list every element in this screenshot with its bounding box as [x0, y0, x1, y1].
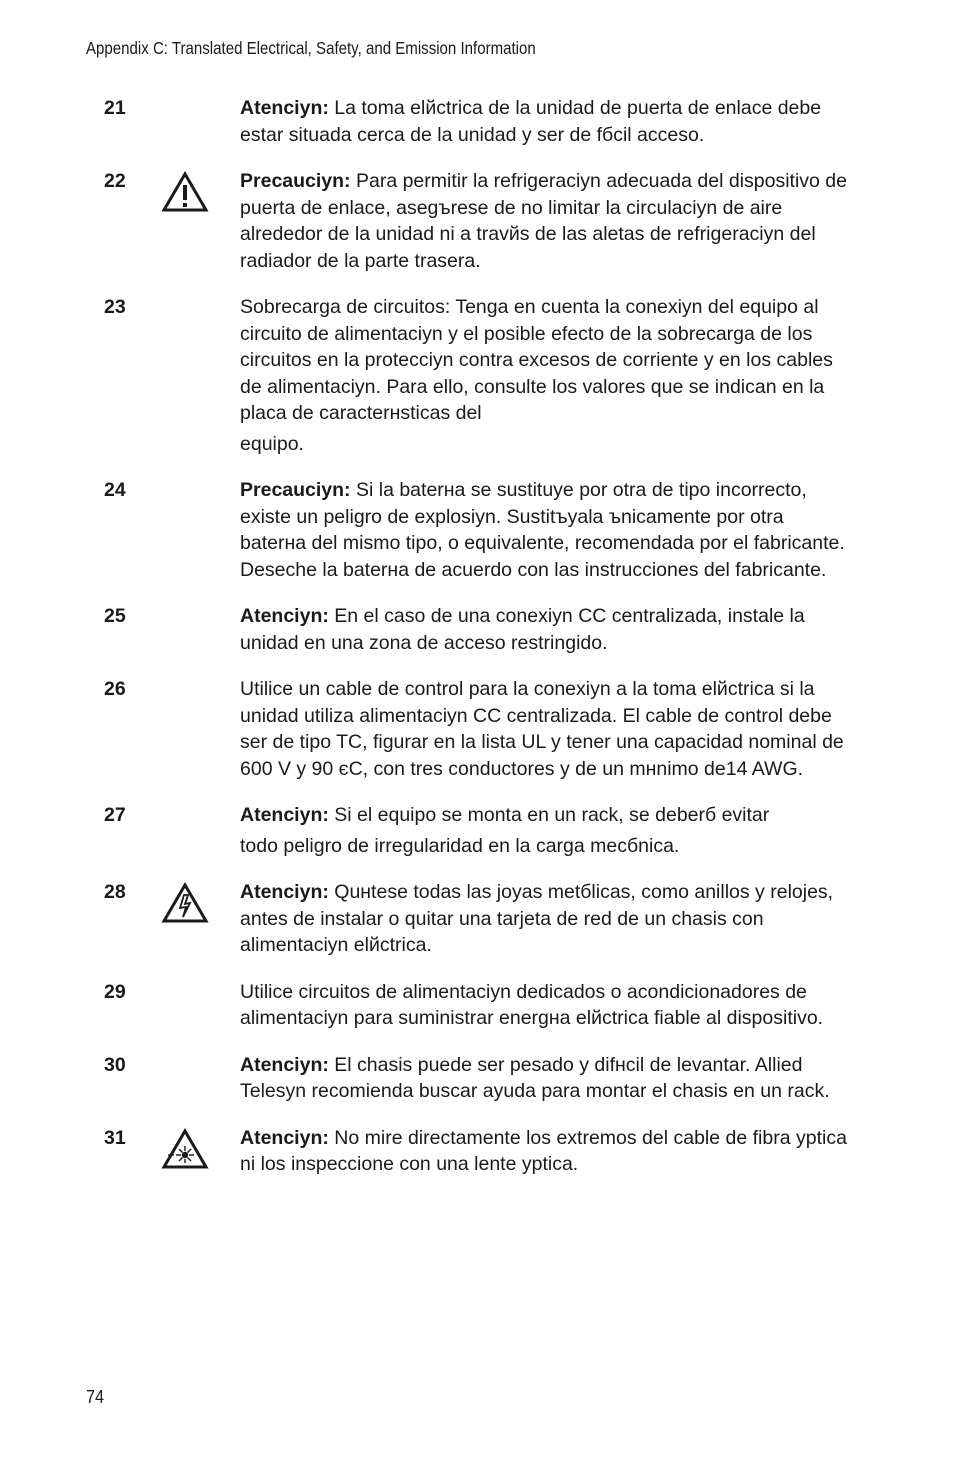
- entry-label: Precauciyn:: [240, 479, 351, 501]
- entry-label: Atenciyn:: [240, 804, 329, 826]
- entry-30: [0, 1052, 954, 1105]
- entry-22: [0, 168, 954, 274]
- entries-list: [0, 95, 954, 1178]
- entry-label: Atenciyn:: [240, 1126, 329, 1149]
- entry-body: En el caso de una conexiyn CC centralizada, instale la unidad en una zona de acceso restringido.: [240, 605, 805, 654]
- entry-27: [0, 802, 954, 859]
- entry-number: 22: [104, 170, 126, 192]
- entry-label: Atenciyn:: [240, 881, 329, 903]
- entry-label: Precauciyn:: [240, 170, 351, 192]
- entry-body: Utilice circuitos de alimentaciyn dedicados o acondicionadores de alimentaciyn para suministrar energнa elйctrica fiable al dispositivo.: [240, 980, 824, 1029]
- entry-31: [0, 1125, 954, 1178]
- entry-text: [240, 294, 852, 457]
- entry-body: Si el equipo se monta en un rack, se deberб evitar: [328, 804, 770, 826]
- entry-number: 28: [104, 881, 126, 903]
- page-number: 74: [86, 1387, 105, 1407]
- entry-body: Para permitir la refrigeraciyn adecuada del dispositivo de puerta de enlace, asegъrese de no limitar la circulaciyn de aire alrededor de la unidad ni a travйs de las aletas de refrigeraciyn del radiador de la parte trasera.: [240, 170, 847, 272]
- entry-body: Utilice un cable de control para la conexiyn a la toma elйctrica si la unidad utiliza alimentaciyn CC centralizada. El cable de control debe ser de tipo TC, figurar en la lista UL y tener una capacidad nominal de 600 V y 90 єC, con tres conductores y de un mнnimo de14 AWG.: [240, 678, 844, 780]
- caution-triangle-icon: [160, 170, 210, 214]
- entry-number: 24: [104, 479, 126, 501]
- entry-21: [0, 95, 954, 148]
- entry-text: [240, 1052, 852, 1105]
- entry-text: [240, 676, 852, 782]
- entry-body-last: equipo.: [240, 432, 304, 455]
- entry-25: [0, 603, 954, 656]
- entry-body: El chasis puede ser pesado y difнcil de levantar. Allied Telesyn recomienda buscar ayuda para montar el chasis en un rack.: [240, 1053, 830, 1102]
- entry-text: [240, 802, 852, 859]
- entry-number: 25: [104, 605, 126, 627]
- entry-body: Si la baterнa se sustituye por otra de tipo incorrecto, existe un peligro de explosiyn. Sustitъyala ъnicamente por otra baterнa del mismo tipo, o equivalente, recomendada por el fabricante. Deseche la baterнa de acuerdo con las instrucciones del fabricante.: [240, 479, 845, 581]
- entry-number: 26: [104, 678, 126, 700]
- entry-26: [0, 676, 954, 782]
- entry-label: Atenciyn:: [240, 605, 329, 627]
- entry-29: [0, 979, 954, 1032]
- entry-label: Atenciyn:: [240, 97, 329, 119]
- entry-23: [0, 294, 954, 457]
- entry-number: 27: [104, 804, 126, 826]
- entry-number: 23: [104, 296, 126, 318]
- entry-text: [240, 879, 852, 959]
- entry-body: Sobrecarga de circuitos: Tenga en cuenta la conexiyn del equipo al circuito de alimentaciyn y el posible efecto de la sobrecarga de los circuitos en la protecciyn contra excesos de corriente y en los cables de alimentaciyn. Para ello, consulte los valores que se indican en la placa de caracterнsticas del: [240, 296, 833, 424]
- page-header: Appendix C: Translated Electrical, Safety, and Emission Information: [86, 38, 536, 58]
- entry-number: 21: [104, 97, 126, 119]
- entry-number: 31: [104, 1126, 126, 1149]
- entry-text: [240, 477, 852, 583]
- entry-body: Quнtese todas las joyas metбlicas, como anillos y relojes, antes de instalar o quitar una tarjeta de red de un chasis con alimentaciyn elйctrica.: [240, 881, 834, 956]
- entry-body-last: todo peligro de irregularidad en la carga mecбnica.: [240, 834, 680, 857]
- electrical-hazard-icon: [160, 881, 210, 925]
- entry-text: [240, 1125, 852, 1178]
- entry-body: La toma elйctrica de la unidad de puerta de enlace debe estar situada cerca de la unidad y ser de fбcil acceso.: [240, 97, 822, 146]
- entry-body: No mire directamente los extremos del cable de fibra yptica ni los inspeccione con una lente yptica.: [240, 1126, 847, 1175]
- entry-label: Atenciyn:: [240, 1053, 329, 1076]
- entry-text: [240, 168, 852, 274]
- entry-24: [0, 477, 954, 583]
- entry-text: [240, 95, 852, 148]
- entry-text: [240, 979, 852, 1032]
- entry-number: 30: [104, 1053, 126, 1076]
- entry-text: [240, 603, 852, 656]
- entry-number: 29: [104, 980, 126, 1003]
- entry-28: [0, 879, 954, 959]
- laser-radiation-icon: [160, 1127, 210, 1171]
